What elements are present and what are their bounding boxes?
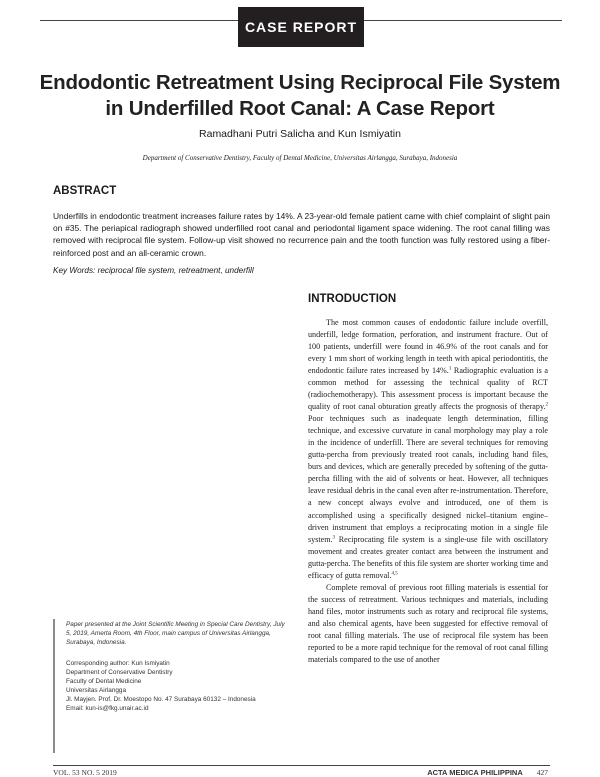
- introduction-paragraph-2: Complete removal of previous root filling materials is essential for the success of retreatment. Various techniques and materials, including hand files, motor instruments such as rotary and reciprocal file systems, and also chemical agents, have been suggested for effective removal of root canal filling materials. The use of reciprocal file system has been reported to be a more rapid technique for the removal of root canal filling materials compared to the use of another: [308, 582, 548, 664]
- title-line-2: in Underfilled Root Canal: A Case Report: [105, 97, 495, 120]
- citation-ref: 1: [448, 366, 452, 372]
- introduction-body: [308, 317, 548, 666]
- corr-line: Department of Conservative Dentistry: [66, 669, 173, 677]
- volume-info: VOL. 53 NO. 5 2019: [53, 768, 117, 777]
- journal-name: ACTA MEDICA PHILIPPINA: [427, 768, 523, 777]
- article-title: [30, 70, 570, 122]
- introduction-heading: INTRODUCTION: [308, 293, 397, 305]
- corr-line: Faculty of Dental Medicine: [66, 678, 142, 686]
- corr-line: Corresponding author: Kun Ismiyatin: [66, 660, 170, 667]
- keywords: Key Words: reciprocal file system, retreatment, underfill: [53, 266, 254, 275]
- text-run: The most common causes of endodontic failure include overfill, underfill, ledge formation, perforation, and instrument fracture. Out of 100 patients, underfill were found in 46.9% of the root canals and for every 1 mm short of working length in teeth with apical periodontitis, the endodontic failure rates increased by 14%.: [308, 318, 548, 376]
- abstract-heading: ABSTRACT: [53, 185, 117, 197]
- corr-line: Universitas Airlangga: [66, 687, 127, 695]
- text-run: Radiographic evaluation is a common method for assessing the technical quality of RCT (radiochemotherapy). This assessment process is important because the quality of root canal obturation greatly affects the prognosis of therapy.: [308, 366, 548, 412]
- citation-ref: 3: [332, 534, 336, 540]
- presentation-note: Paper presented at the Joint Scientific Meeting in Special Care Dentistry, July 5, 2019, Amerta Room, 4th Floor, main campus of Universitas Airlangga, Surabaya, Indonesia.: [66, 621, 285, 646]
- citation-ref: 2: [545, 402, 548, 408]
- title-line-1: Endodontic Retreatment Using Reciprocal File System: [39, 71, 561, 94]
- corr-line: Jl. Mayjen. Prof. Dr. Moestopo No. 47 Surabaya 60132 – Indonesia: [66, 696, 256, 704]
- text-run: Poor techniques such as inadequate length determination, filling technique, and excessive curvature in canal morphology may play a role in the incidence of underfill. There are several techniques for removing gutta-percha from previously treated root canals, including hand files, burs and devices, which are generally preceded by softening of the gutta-percha filling with the aid of solvents or heat. However, all techniques leave residual debris in the canal even after re-instrumentation. Therefore, a new concept always evolve and introduced, one of them is accomplished using a specifically designed nickel–titanium engine–driven instrument that employs a reciprocating motion in a single file system.: [308, 414, 548, 544]
- footer-rule: [53, 765, 550, 766]
- introduction-paragraph-1: [308, 317, 548, 582]
- corr-email: Email: kun-is@fkg.unair.ac.id: [66, 705, 149, 713]
- author-list: Ramadhani Putri Salicha and Kun Ismiyatin: [199, 128, 401, 140]
- text-run: Reciprocating file system is a single-use file with oscillatory movement and creates greater contact area between the instrument and gutta-percha. The benefits of this file system are shorter working time and efficacy of gutta removal.: [308, 534, 548, 580]
- page-number: 427: [536, 768, 548, 777]
- corresponding-author-block: [66, 659, 296, 714]
- citation-ref: 4,5: [391, 570, 398, 576]
- affiliation: Department of Conservative Dentistry, Faculty of Dental Medicine, Universitas Airlangga, Surabaya, Indonesia: [142, 154, 458, 162]
- section-badge: CASE REPORT: [238, 7, 364, 47]
- abstract-text: Underfills in endodontic treatment increases failure rates by 14%. A 23-year-old female patient came with chief complaint of slight pain on #35. The periapical radiograph showed underfilled root canal and periodontal ligament space widening. The root canal filling was removed with reciprocal file system. Follow-up visit showed no recurrence pain and the tooth function was fully restored using a fiber-reinforced post and an all-ceramic crown.: [53, 211, 550, 258]
